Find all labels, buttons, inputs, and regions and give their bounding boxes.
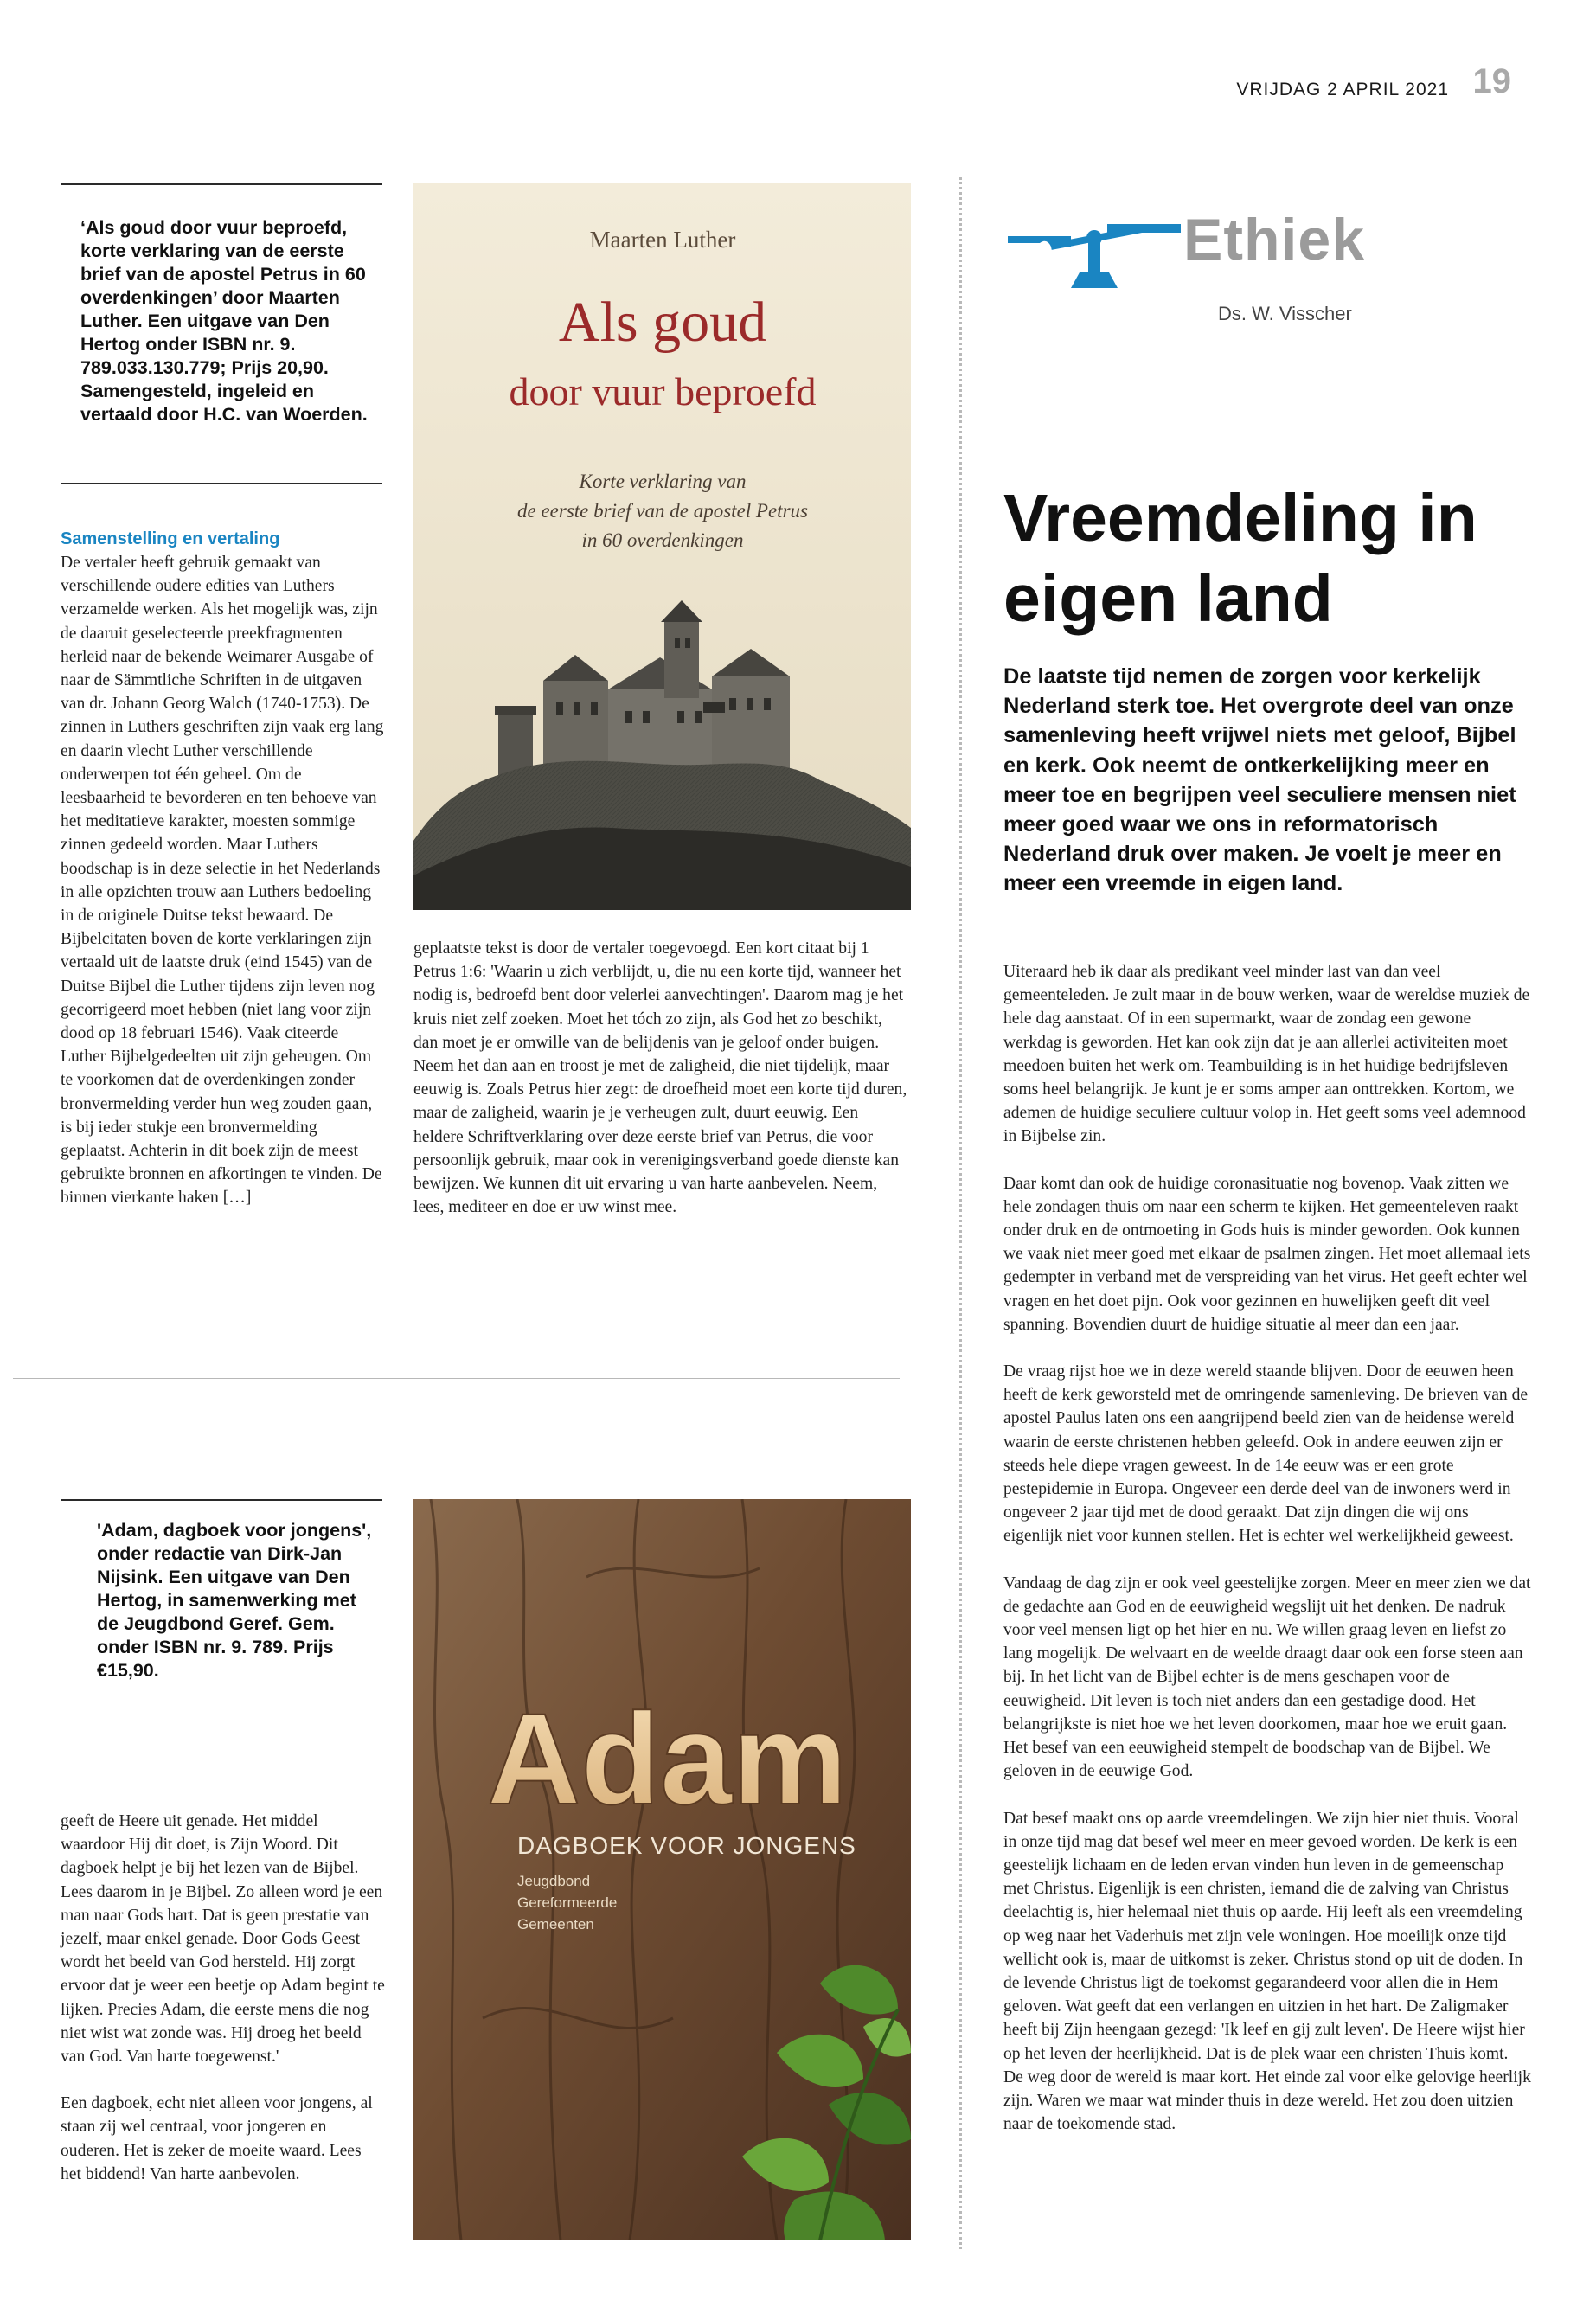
- article-body: [1003, 960, 1531, 2136]
- book1-column2: geplaatste tekst is door de vertaler toegevoegd. Een kort citaat bij 1 Petrus 1:6: 'Waarin u zich verblijdt, u, die nu een korte tijd, wanneer het nodig is, bedroefd bent door velerlei aanvechtingen'. Daarom mag je het kruis niet zelf zoeken. Moet het tóch zo zijn, als God het zo beschikt, dan moet je er omwille van de belijdenis van je geloof onder buigen. Neem het dan aan en troost je met de zaligheid, die niet tijdelijk, maar eeuwig is. Zoals Petrus hier zegt: de droefheid moet een korte tijd duren, maar de zaligheid, waarin je je verheugen zult, duurt eeuwig. Een heldere Schriftverklaring over deze eerste brief van Petrus, die voor persoonlijk gebruik, maar ook in verenigingsverband goede dienste kan bewijzen. We kunnen dit uit ervaring u van harte aanbevelen. Neem, lees, mediteer en doe er uw winst mee.: [413, 939, 907, 1217]
- cover1-title-line2: door vuur beproefd: [509, 369, 817, 413]
- article-lead: De laatste tijd nemen de zorgen voor kerkelijk Nederland sterk toe. Het overgrote deel van onze samenleving heeft vrijwel niets met geloof, Bijbel en kerk. Ook neemt de ontkerkelijking meer en meer toe en begrijpen veel seculiere mensen niet meer goed waar we ons in reformatorisch Nederland druk over maken. Je voelt je meer en meer een vreemde in eigen land.: [1003, 664, 1516, 896]
- page-number: 19: [1472, 62, 1511, 100]
- cover2-publisher-line3: Gemeenten: [517, 1916, 594, 1932]
- book1-subhead: Samenstelling en vertaling: [61, 529, 280, 548]
- cover2-publisher-line1: Jeugdbond: [517, 1873, 591, 1889]
- book2-cover: [413, 1499, 911, 2240]
- cover2-title: Adam: [487, 1686, 848, 1831]
- book1-cover: [413, 183, 911, 910]
- cover1-subtitle-line2: de eerste brief van de apostel Petrus: [517, 500, 808, 522]
- cover1-subtitle-line1: Korte verklaring van: [579, 471, 747, 492]
- book2-paragraph-2: Een dagboek, echt niet alleen voor jongens, al staan zij wel centraal, voor jongeren en ouderen. Het is zeker de moeite waard. Lees het biddend! Van harte aanbevolen.: [61, 2094, 373, 2183]
- book1-caption: ‘Als goud door vuur beproefd, korte verklaring van de eerste brief van de apostel Petrus in 60 overdenkingen’ door Maarten Luther. Een uitgave van Den Hertog onder ISBN nr. 9. 789.033.130.779; Prijs 20,90. Samengesteld, ingeleid en vertaald door H.C. van Woerden.: [80, 217, 368, 425]
- cover1-title-line1: Als goud: [558, 291, 767, 354]
- byline: Ds. W. Visscher: [1218, 303, 1352, 324]
- caption-bottom-rule: [61, 483, 382, 484]
- article-paragraph-3: De vraag rijst hoe we in deze wereld staande blijven. Door de eeuwen heen heeft de kerk geworsteld met de omringende samenleving. De brieven van de apostel Paulus laten ons een aangrijpend beeld zien van de heidense wereld waarin de eerste christenen hebben geleefd. Ook in andere eeuwen zijn er steeds hele diepe vragen geweest. In de 14e eeuw was er een grote pestepidemie in Europa. Ongeveer een derde deel van de inwoners werd in ongeveer 2 jaar tijd met de dood geraakt. Dat zijn dingen die wij ons eigenlijk niet voor kunnen stellen. Het is echter wel werkelijkheid geweest.: [1003, 1362, 1529, 1546]
- cover2-subtitle: DAGBOEK VOOR JONGENS: [517, 1832, 856, 1859]
- book2-caption: 'Adam, dagboek voor jongens', onder redactie van Dirk-Jan Nijsink. Een uitgave van Den Hertog, in samenwerking met de Jeugdbond Geref. Gem. onder ISBN nr. 9. 789. Prijs €15,90.: [97, 1520, 372, 1681]
- article-paragraph-1: Uiteraard heb ik daar als predikant veel minder last van dan veel gemeenteleden. Je zult maar in de bouw werken, waar de wereldse muziek de hele dag aanstaat. Of in een supermarkt, waar de zondag een gewone werkdag is geworden. Het kan ook zijn dat je aan allerlei activiteiten moet meedoen buiten het werk om. Teambuilding is in het huidige bedrijfsleven soms heel belangrijk. Je kunt je er soms amper aan onttrekken. Kortom, we ademen de huidige seculiere cultuur volop in. Het geeft soms veel ademnood in Bijbelse zin.: [1003, 963, 1530, 1146]
- section-separator: [13, 1378, 900, 1379]
- caption-top-rule: [61, 183, 382, 185]
- issue-date: VRIJDAG 2 APRIL 2021: [1236, 80, 1449, 99]
- balance-scale-icon: [1003, 212, 1185, 290]
- book2-paragraph-1: geeft de Heere uit genade. Het middel waardoor Hij dit doet, is Zijn Woord. Dit dagboek helpt je bij het lezen van de Bijbel. Lees daarom in je Bijbel. Zo alleen word je een man naar Gods hart. Dat is geen prestatie van jezelf, maar enkel genade. Door Gods Geest wordt het beeld van God hersteld. Hij zorgt ervoor dat je weer een beetje op Adam begint te lijken. Precies Adam, die eerste mens die nog niet wist wat zonde was. Hij droeg het beeld van God. Van harte toegewenst.': [61, 1812, 385, 2067]
- cover2-publisher-line2: Gereformeerde: [517, 1894, 618, 1911]
- column-divider: [959, 177, 962, 2249]
- article-paragraph-2: Daar komt dan ook de huidige coronasituatie nog bovenop. Vaak zitten we hele zondagen thuis om naar een scherm te kijken. Het gemeenteleven raakt onder druk en de ontmoeting in Gods huis is minder geworden. Ook kunnen we vaak niet meer goed met elkaar de psalmen zingen. Het moet allemaal iets gedempter in verband met de verspreiding van het virus. Het geeft echter wel vragen en het doet pijn. Ook voor gezinnen en huwelijken geeft dit veel spanning. Bovendien duurt de huidige situatie al meer dan een jaar.: [1003, 1174, 1531, 1334]
- book2-body: [61, 1810, 385, 2186]
- section-title: Ethiek: [1183, 207, 1366, 272]
- book2-cover-art: [413, 1499, 911, 2240]
- book1-cover-art: [413, 183, 911, 910]
- article-headline: Vreemdeling in eigen land: [1003, 481, 1477, 636]
- article-paragraph-4: Vandaag de dag zijn er ook veel geestelijke zorgen. Meer en meer zien we dat de gedachte aan God en de eeuwigheid wegslijt uit het denken. De nadruk voor veel mensen ligt op het hier en nu. We willen graag leven en liefst zo lang mogelijk. De welvaart en de weelde draagt daar ook een forse steen aan bij. In het licht van de Bijbel echter is de mens geschapen voor de eeuwigheid. Dit leven is toch niet anders dan een gestadige dood. Het belangrijkste is niet hoe we het leven doorkomen, maar hoe we eruit gaan. Het besef van een eeuwigheid stempelt de boodschap van de Bijbel. We geloven in de eeuwige God.: [1003, 1574, 1531, 1781]
- book1-column1: De vertaler heeft gebruik gemaakt van verschillende oudere edities van Luthers verzamelde werken. Als het mogelijk was, zijn de daaruit geselecteerde preekfragmenten herleid naar de bekende Weimarer Ausgabe of naar de Sämmtliche Schriften in de uitgaven van dr. Johann Georg Walch (1740-1753). De zinnen in Luthers geschriften zijn vaak erg lang en daarin vlecht Luther verschillende onderwerpen tot één geheel. Om de leesbaarheid te bevorderen en ten behoeve van het meditatieve karakter, moesten sommige zinnen gedeeld worden. Maar Luthers boodschap is in deze selectie in het Nederlands in alle opzichten trouw aan Luthers bedoeling in de originele Duitse tekst bewaard. De Bijbelcitaten boven de korte verklaringen zijn vertaald uit de laatste druk (eind 1545) van de Duitse Bijbel die Luther tijdens zijn leven nog gecorrigeerd moet hebben (niet lang voor zijn dood op 18 februari 1546). Vaak citeerde Luther Bijbelgedeelten uit zijn geheugen. Om te voorkomen dat de overdenkingen zonder bronvermelding verder hun weg zouden gaan, is bij ieder stukje een bronvermelding geplaatst. Achterin in dit boek zijn de meest gebruikte bronnen en afkortingen te vinden. De binnen vierkante haken […]: [61, 554, 384, 1208]
- article-paragraph-5: Dat besef maakt ons op aarde vreemdelingen. We zijn hier niet thuis. Vooral in onze tijd mag dat besef wel meer en meer gevoed worden. De kerk is een geestelijk lichaam en de leden ervan vinden hun leven in de gemeenschap met Christus. Eigenlijk is een christen, iemand die de zalving van Christus deelachtig is, hier helemaal niet thuis op aarde. Hij leeft als een vreemdeling op weg naar het Vaderhuis met zijn vele woningen. Hoe moeilijk onze tijd wellicht ook is, maar de uitkomst is zeker. Christus stond op uit de doden. In de levende Christus ligt de toekomst gegarandeerd voor allen die in Hem geloven. Wat geeft dat een verlangen en uitzien in het hart. De Zaligmaker heeft bij Zijn heengaan gezegd: 'Ik leef en gij zult leven'. De Heere wijst hier op het leven der heerlijkheid. Dat is de plek waar een christen Thuis komt. De weg door de wereld is maar kort. Het einde zal voor elke gelovige heerlijk zijn. Waren we maar wat minder thuis in deze wereld. Het zou doen uitzien naar de toekomende stad.: [1003, 1809, 1531, 2134]
- caption2-top-rule: [61, 1499, 382, 1501]
- cover1-author: Maarten Luther: [589, 227, 736, 253]
- cover1-subtitle-line3: in 60 overdenkingen: [581, 529, 744, 551]
